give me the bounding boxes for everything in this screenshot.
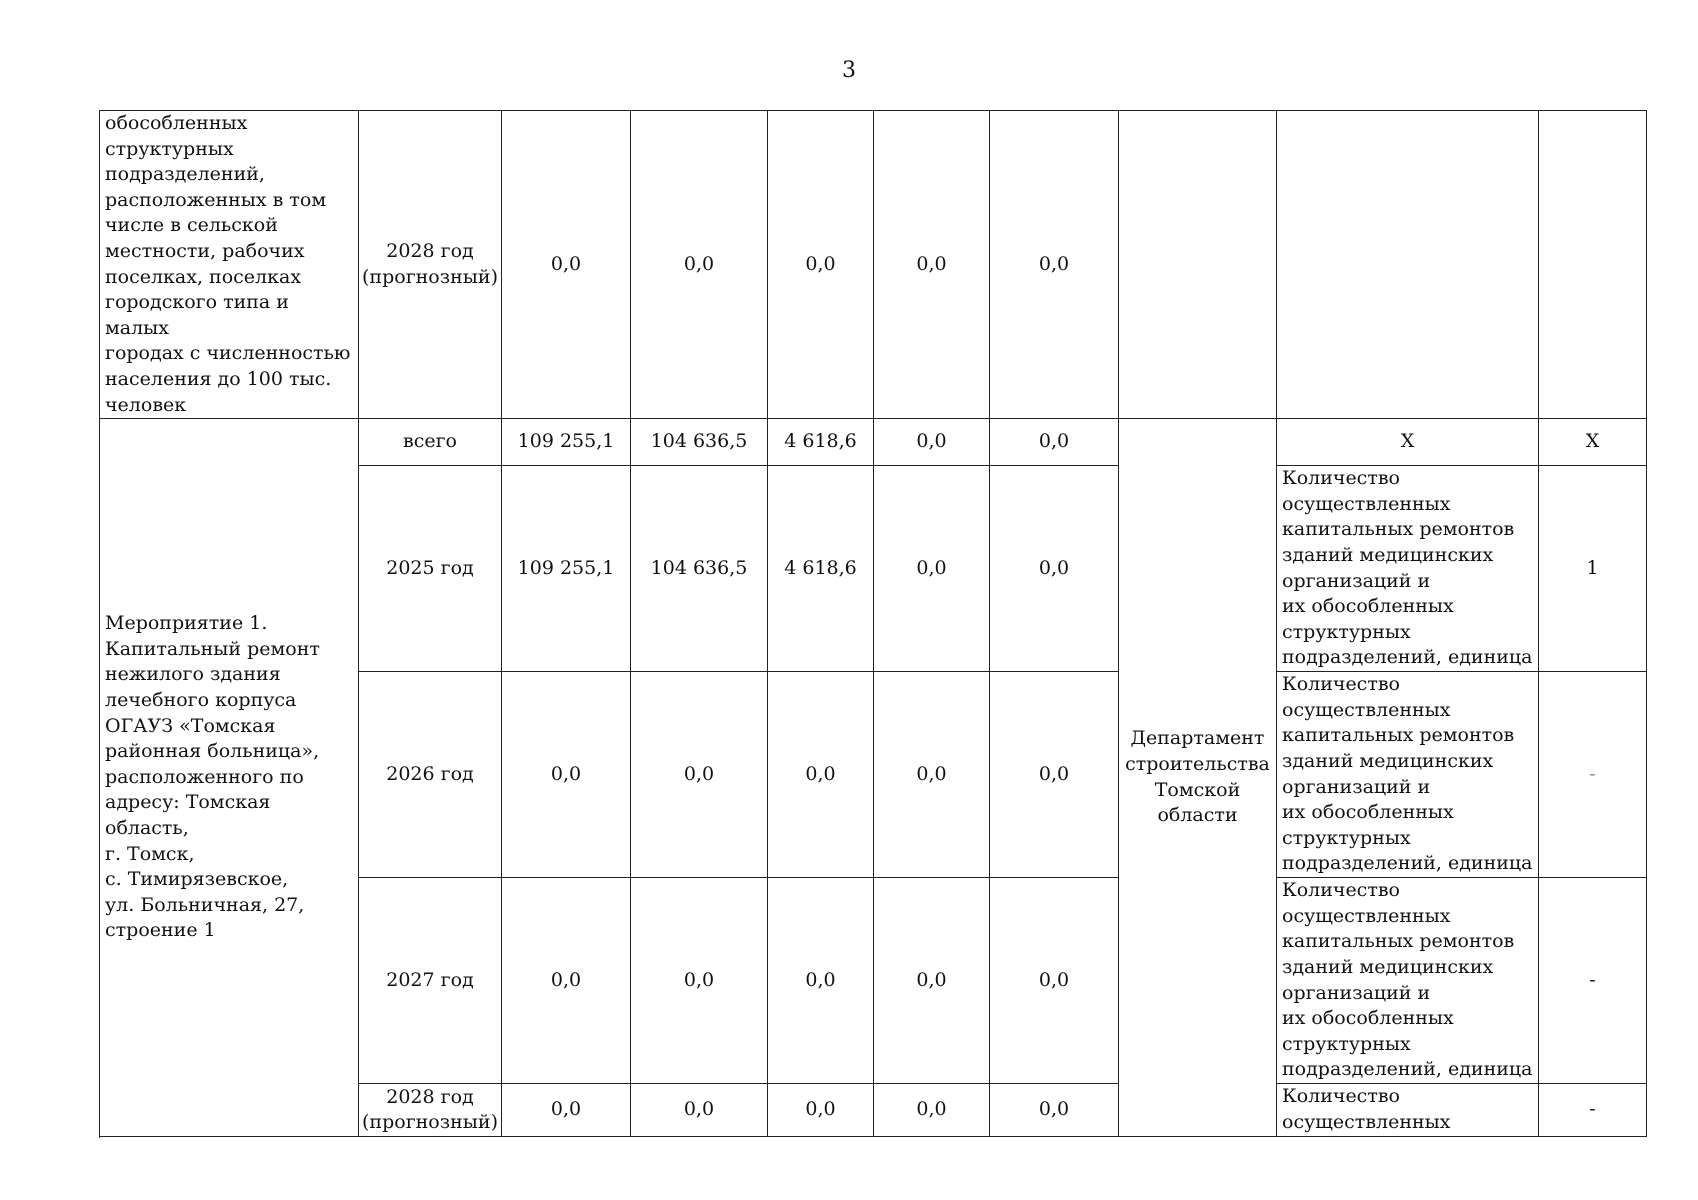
value-cell-regional: 0,0 (768, 111, 874, 419)
table-row (100, 419, 1647, 466)
indicator-value-cell: Х (1539, 419, 1647, 466)
value-cell-regional: 4 618,6 (768, 419, 874, 466)
measures-table (99, 110, 1647, 1137)
value-cell-other: 0,0 (990, 672, 1119, 878)
value-cell-total: 0,0 (502, 1084, 631, 1137)
value-cell-other: 0,0 (990, 878, 1119, 1084)
year-cell: 2027 год (359, 878, 502, 1084)
value-cell-other: 0,0 (990, 419, 1119, 466)
indicator-value-cell (1539, 111, 1647, 419)
value-cell-federal: 0,0 (631, 1084, 768, 1137)
year-cell: 2028 год (прогнозный) (359, 1084, 502, 1137)
activity-name-cell: обособленных структурных подразделений, расположенных в том числе в сельской местности, рабочих поселках, поселках городского типа и малых городах с численностью населения до 100 тыс. человек (100, 111, 359, 419)
indicator-cell: Количество осуществленных капитальных ремонтов зданий медицинских организаций и их обособленных структурных подразделений, единица (1277, 672, 1539, 878)
value-cell-other: 0,0 (990, 1084, 1119, 1137)
year-cell: 2028 год (прогнозный) (359, 111, 502, 419)
year-cell: 2025 год (359, 466, 502, 672)
value-cell-total: 0,0 (502, 878, 631, 1084)
value-cell-regional: 4 618,6 (768, 466, 874, 672)
indicator-value-cell: - (1539, 878, 1647, 1084)
value-cell-regional: 0,0 (768, 672, 874, 878)
value-cell-federal: 104 636,5 (631, 419, 768, 466)
value-cell-federal: 0,0 (631, 111, 768, 419)
indicator-value-cell: - (1539, 1084, 1647, 1137)
executor-cell (1119, 111, 1277, 419)
indicator-cell: Х (1277, 419, 1539, 466)
value-cell-total: 109 255,1 (502, 419, 631, 466)
value-cell-total: 0,0 (502, 111, 631, 419)
value-cell-local: 0,0 (874, 111, 990, 419)
activity-name-cell: Мероприятие 1. Капитальный ремонт нежилого здания лечебного корпуса ОГАУЗ «Томская районная больница», расположенного по адресу: Томская область, г. Томск, с. Тимирязевское, ул. Больничная, 27, строение 1 (100, 419, 359, 1137)
page-number: 3 (842, 58, 856, 83)
year-cell: всего (359, 419, 502, 466)
value-cell-local: 0,0 (874, 672, 990, 878)
value-cell-regional: 0,0 (768, 1084, 874, 1137)
indicator-value-cell: - (1539, 672, 1647, 878)
value-cell-local: 0,0 (874, 419, 990, 466)
indicator-cell (1277, 111, 1539, 419)
year-cell: 2026 год (359, 672, 502, 878)
value-cell-federal: 0,0 (631, 878, 768, 1084)
value-cell-regional: 0,0 (768, 878, 874, 1084)
indicator-cell: Количество осуществленных капитальных ремонтов зданий медицинских организаций и их обособленных структурных подразделений, единица (1277, 466, 1539, 672)
indicator-cell: Количество осуществленных (1277, 1084, 1539, 1137)
indicator-cell: Количество осуществленных капитальных ремонтов зданий медицинских организаций и их обособленных структурных подразделений, единица (1277, 878, 1539, 1084)
executor-cell: Департамент строительства Томской области (1119, 419, 1277, 1137)
value-cell-federal: 104 636,5 (631, 466, 768, 672)
value-cell-total: 109 255,1 (502, 466, 631, 672)
value-cell-local: 0,0 (874, 1084, 990, 1137)
table-row (100, 111, 1647, 419)
value-cell-other: 0,0 (990, 111, 1119, 419)
value-cell-local: 0,0 (874, 878, 990, 1084)
value-cell-other: 0,0 (990, 466, 1119, 672)
value-cell-local: 0,0 (874, 466, 990, 672)
indicator-value-cell: 1 (1539, 466, 1647, 672)
value-cell-federal: 0,0 (631, 672, 768, 878)
value-cell-total: 0,0 (502, 672, 631, 878)
